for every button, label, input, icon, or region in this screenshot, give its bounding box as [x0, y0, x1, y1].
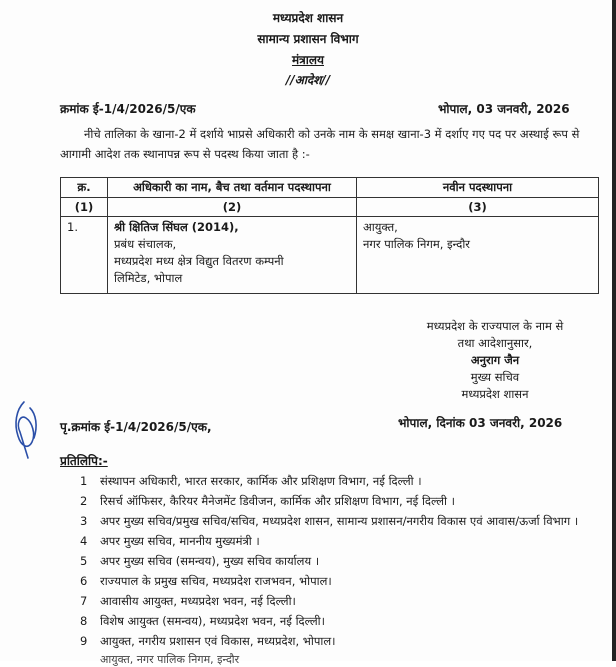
item-number: 2: [80, 494, 88, 508]
item-number: 8: [80, 614, 88, 628]
item-number: 9: [80, 634, 88, 648]
item-number: 7: [80, 594, 88, 608]
item-text: विशेष आयुक्त (समन्वय), मध्यप्रदेश भवन, नई दिल्ली।: [100, 614, 325, 628]
order-date: भोपाल, 03 जनवरी, 2026: [438, 102, 570, 116]
department-name: सामान्य प्रशासन विभाग: [257, 32, 359, 46]
item-number: 4: [80, 534, 88, 548]
right-edge: [612, 0, 616, 661]
row-new-posting: [357, 217, 599, 294]
item-text: आवासीय आयुक्त, मध्यप्रदेश भवन, नई दिल्ली।: [100, 594, 296, 608]
list-item: [80, 472, 580, 490]
item-text: संस्थापन अधिकारी, भारत सरकार, कार्मिक और प्रशिक्षण विभाग, नई दिल्ली ।: [100, 474, 422, 488]
copy-number: पृ.क्रमांक ई-1/4/2026/5/एक,: [60, 420, 212, 434]
list-item: [80, 572, 580, 590]
col-number-3: (3): [357, 198, 599, 217]
header-officer: अधिकारी का नाम, बैच तथा वर्तमान पदस्थापना: [108, 178, 357, 198]
copy-date: भोपाल, दिनांक 03 जनवरी, 2026: [398, 416, 563, 430]
table-header-row: [61, 178, 599, 198]
item-text: आयुक्त, नगरीय प्रशासन एवं विकास, मध्यप्रदेश, भोपाल।: [100, 634, 336, 648]
signatory-name: अनुराग जैन: [470, 353, 520, 367]
item-text: अपर मुख्य सचिव, माननीय मुख्यमंत्री ।: [100, 534, 260, 548]
list-item: [80, 632, 580, 650]
header-sno: क्र.: [61, 178, 108, 198]
item-text: अपर मुख्य सचिव (समन्वय), मुख्य सचिव कार्यालय ।: [100, 554, 320, 568]
order-number: क्रमांक ई-1/4/2026/5/एक: [60, 102, 196, 116]
signatory-office: मध्यप्रदेश शासन: [461, 387, 529, 401]
signature-block: [400, 318, 590, 403]
ministry-name: मंत्रालय: [291, 53, 324, 67]
header-new-posting: नवीन पदस्थापना: [357, 178, 599, 198]
order-heading: //आदेश//: [285, 73, 331, 87]
new-post-line: नगर पालिक निगम, इन्दौर: [363, 237, 471, 251]
col-number-2: (2): [108, 198, 357, 217]
item-text: अपर मुख्य सचिव/प्रमुख सचिव/सचिव, मध्यप्रदेश शासन, सामान्य प्रशासन/नगरीय विकास एवं आवास/ऊर्जा विभाग ।: [100, 514, 579, 528]
item-text: राज्यपाल के प्रमुख सचिव, मध्यप्रदेश राजभवन, भोपाल।: [100, 574, 332, 588]
list-item: [80, 592, 580, 610]
list-item: [80, 492, 580, 510]
current-post-line: लिमिटेड, भोपाल: [114, 271, 183, 285]
signatory-designation: मुख्य सचिव: [470, 370, 520, 384]
row-officer: [108, 217, 357, 294]
item-number: 1: [80, 474, 88, 488]
cut-off-line: आयुक्त, नगर पालिक निगम, इन्दौर: [100, 653, 240, 666]
list-item: [80, 512, 580, 530]
table-number-row: [61, 198, 599, 217]
list-item: [80, 552, 580, 570]
item-number: 6: [80, 574, 88, 588]
item-number: 3: [80, 514, 88, 528]
new-post-line: आयुक्त,: [363, 220, 398, 234]
signature-line-1: मध्यप्रदेश के राज्यपाल के नाम से: [426, 319, 564, 333]
current-post-line: मध्यप्रदेश मध्य क्षेत्र विद्युत वितरण कम्पनी: [114, 254, 284, 268]
list-item: [80, 612, 580, 630]
list-item: [80, 532, 580, 550]
col-number-1: (1): [61, 198, 108, 217]
handwritten-initial: [10, 398, 46, 468]
posting-table: [60, 177, 599, 294]
order-intro: नीचे तालिका के खाना-2 में दर्शाये भाप्रसे अधिकारी को उनके नाम के समक्ष खाना-3 में दर्शाए गए पद पर अस्थाई रूप से आगामी आदेश तक स्थानापन्न रूप से पदस्थ किया जाता है :-: [60, 127, 580, 161]
row-sno: 1.: [61, 217, 108, 294]
item-text: रिसर्च ऑफिसर, कैरियर मैनेजमेंट डिवीजन, कार्मिक और प्रशिक्षण विभाग, नई दिल्ली ।: [100, 494, 456, 508]
signature-line-2: तथा आदेशानुसार,: [457, 336, 533, 350]
table-row: [61, 217, 599, 294]
copy-list: [80, 472, 580, 652]
current-post-line: प्रबंध संचालक,: [114, 237, 177, 251]
government-name: मध्यप्रदेश शासन: [272, 11, 344, 25]
officer-name: श्री क्षितिज सिंघल (2014),: [114, 220, 239, 234]
item-number: 5: [80, 554, 88, 568]
copy-title: प्रतिलिपि:-: [60, 454, 108, 468]
